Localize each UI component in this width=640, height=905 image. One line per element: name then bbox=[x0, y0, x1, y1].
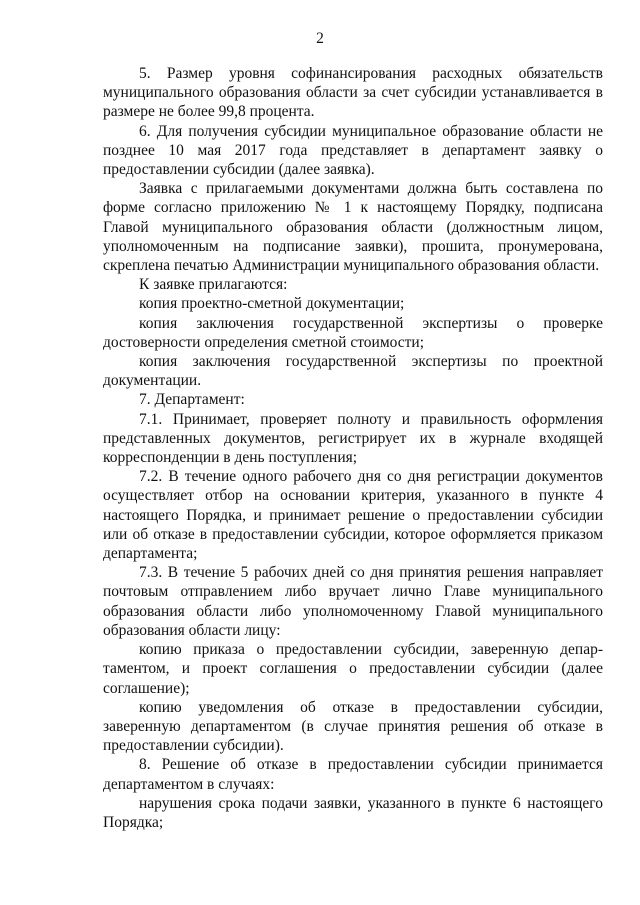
paragraph-7-2: 7.2. В течение одного рабочего дня со дня регистрации документов осуществляет отбор на основании критерия, указанного в пункте 4 настоящего Порядка, и принимает решение о предоставлении субсидии или об отказе в предоставлении субсидии, которое оформляется приказом департамента; bbox=[103, 468, 603, 563]
document-body bbox=[103, 64, 603, 832]
paragraph-attachment-design-docs: копия проектно-сметной документации; bbox=[139, 295, 405, 313]
paragraph-7-department: 7. Департамент: bbox=[139, 391, 245, 409]
paragraph-7-3: 7.3. В течение 5 рабочих дней со дня принятия решения направляет почтовым отправлением либо вручает лично Главе муниципального образования области либо уполномоченному Главой муниципального образования области лицу: bbox=[103, 564, 603, 639]
paragraph-attachments-intro: К заявке прилагаются: bbox=[139, 276, 288, 294]
paragraph-6-application-deadline: 6. Для получения субсидии муниципальное образование области не позднее 10 мая 2017 года представляет в департамент заявку о предоставлении субсидии (далее заявка). bbox=[103, 122, 603, 179]
page-number: 2 bbox=[316, 30, 324, 47]
paragraph-8-refusal-cases: 8. Решение об отказе в предоставлении субсидии принимается департаментом в случаях: bbox=[103, 756, 603, 793]
paragraph-refusal-notice: копию уведомления об отказе в предоставлении субсидии, заверенную департаментом (в случае принятия решения об отказе в предоставлении субсидии). bbox=[103, 698, 603, 755]
paragraph-7-1: 7.1. Принимает, проверяет полноту и правильность оформления представленных документов, регистрирует их в журнале входящей корреспонденции в день поступления; bbox=[103, 410, 603, 467]
paragraph-deadline-violation: нарушения срока подачи заявки, указанного в пункте 6 настоящего Порядка; bbox=[103, 794, 603, 831]
paragraph-attachment-cost-expertise: копия заключения государственной экспертизы о проверке достоверности определения сметной стоимости; bbox=[103, 314, 603, 351]
paragraph-5-cofinancing-level: 5. Размер уровня софинансирования расходных обязательств муниципального образования области за счет субсидии устанавливается в размере не более 99,8 процента. bbox=[103, 65, 603, 121]
paragraph-application-form: Заявка с прилагаемыми документами должна быть составлена по форме согласно приложению № 1 к настоящему Порядку, подписана Главой муниципального образования области (должностным лицом, уполномоченным на подписание заявки), прошита, пронумерована, скреплена печатью Администрации муниципального образования области. bbox=[103, 180, 603, 275]
paragraph-order-copy: копию приказа о предоставлении субсидии, заверенную департаментом, и проект соглашения о предоставлении субсидии (далее соглашение); bbox=[103, 641, 603, 697]
paragraph-attachment-project-expertise: копия заключения государственной экспертизы по проектной документации. bbox=[103, 353, 603, 390]
